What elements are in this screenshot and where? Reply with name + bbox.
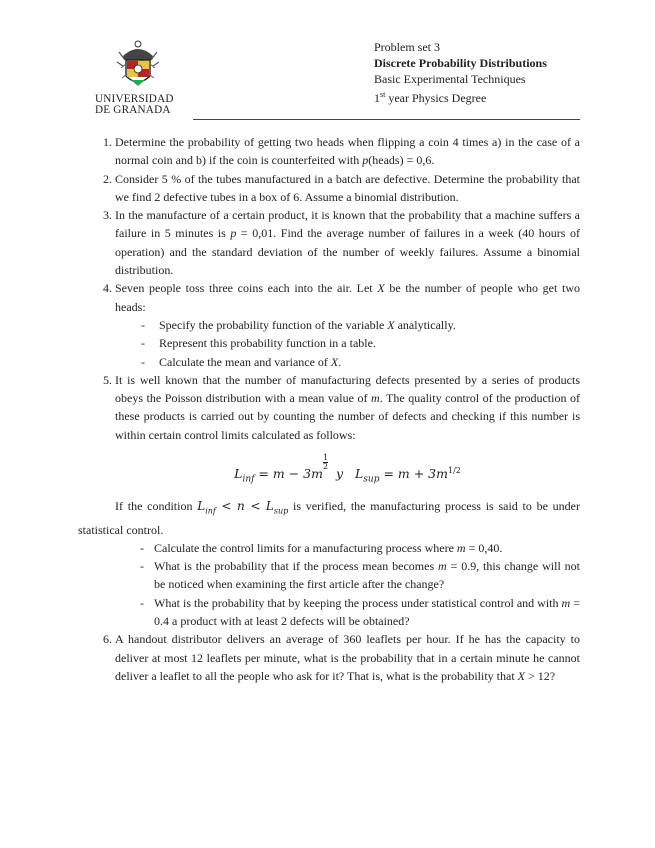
formula-eq2: = m + 3m: [379, 466, 448, 482]
university-logo: [95, 38, 185, 116]
subitem-text-end: .: [338, 354, 342, 369]
problem-1: [115, 133, 580, 170]
problem-1-text: Determine the probability of getting two heads when flipping a coin 4 times a) in the case of a normal coin and b) if the coin is counterfeited with: [115, 135, 580, 168]
degree-name: [374, 87, 547, 106]
problem-1-text-end: (heads) = 0,6.: [368, 153, 435, 168]
subitem-text: What is the probability that by keeping the process under statistical control and with: [154, 595, 562, 610]
course-name: Basic Experimental Techniques: [374, 72, 526, 86]
list-item: [140, 557, 580, 594]
formula-exp2: 1/2: [447, 465, 461, 475]
condition-math: [197, 498, 289, 516]
problem-4-subitems: [115, 316, 580, 371]
problem-3: [115, 206, 580, 279]
subitem-var: m: [438, 559, 447, 574]
condition-text-end: is verified, the manufacturing process is said to be under statistical control.: [78, 498, 580, 537]
problem-5-var: m: [371, 391, 380, 406]
subitem-text: Specify the probability function of the variable: [159, 317, 388, 332]
problem-set-label: Problem set 3: [374, 40, 440, 54]
list-item: [141, 316, 580, 334]
condition-sub-sup: sup: [273, 506, 289, 516]
degree-ordinal: 1: [374, 91, 380, 105]
subitem-text-end: = 0.4 a product with at least 2 defects will be obtained?: [154, 595, 580, 629]
subitem-var: m: [456, 540, 466, 555]
problem-3-text: In the manufacture of a certain product, it is known that the probability that a machine suffers a failure in 5 minutes is: [115, 208, 580, 241]
formula-sub-sup: sup: [363, 474, 380, 485]
problem-list: [78, 133, 580, 685]
topic-title: Discrete Probability Distributions: [374, 56, 547, 70]
subitem-text-end: analytically.: [394, 317, 456, 332]
list-item: [140, 539, 580, 557]
problem-5-text: It is well known that the number of manufacturing defects presented by a series of products obeys the Poisson distribution with a mean value of: [115, 372, 580, 406]
condition-mid: < n < L: [215, 498, 274, 513]
list-item: [140, 594, 580, 631]
problem-6-var: X: [517, 668, 526, 683]
problem-4-text-end: be the number of people who get two heads:: [115, 281, 581, 314]
subitem-var: X: [330, 354, 339, 369]
problem-1-var: p: [362, 153, 369, 168]
problem-4-text: Seven people toss three coins each into the air. Let: [115, 281, 378, 296]
problem-6-text-end: > 12?: [525, 668, 556, 683]
problem-3-text-end: = 0,01. Find the average number of failures in a week (40 hours of operation) and the standard deviation of the number of weekly failures. Assume a binomial distribution.: [115, 226, 580, 278]
formula-exp1-den: 2: [322, 462, 329, 472]
problem-5-text-end: . The quality control of the production of these products is carried out by counting the number of defects and checking if this number is within certain control limits calculated as follows:: [115, 391, 581, 442]
condition-sub-inf: inf: [205, 506, 216, 516]
problem-2: [115, 170, 580, 207]
university-name-line2: DE GRANADA: [95, 104, 171, 116]
problem-4: [115, 279, 580, 370]
problem-3-var: p: [230, 226, 237, 241]
subitem-text-end: = 0,40.: [465, 540, 503, 555]
subitem-var: m: [561, 595, 571, 610]
formula-eq1: = m − 3m: [254, 466, 323, 482]
subitem-text: Calculate the control limits for a manufacturing process where: [154, 540, 457, 555]
coat-of-arms-icon: [115, 38, 161, 92]
formula-exp1-num: 1: [322, 453, 329, 463]
subitem-var: X: [387, 317, 395, 332]
subitem-text: Calculate the mean and variance of: [159, 354, 331, 369]
list-item: [141, 334, 580, 352]
problem-2-text: Consider 5 % of the tubes manufactured in a batch are defective. Determine the probability that we find 2 defective tubes in a box of 6. Assume a binomial distribution.: [115, 171, 580, 204]
header-divider: [193, 119, 580, 120]
subitem-text: Represent this probability function in a table.: [159, 336, 376, 351]
formula-l-sup: L: [354, 466, 364, 482]
formula-l-inf: L: [234, 466, 243, 482]
subitem-text: What is the probability that if the process mean becomes: [154, 559, 438, 574]
formula-sub-inf: inf: [242, 474, 255, 485]
statistical-control-paragraph: [78, 497, 580, 539]
university-name-line1: UNIVERSIDAD: [95, 93, 174, 105]
formula-exp1: [323, 454, 328, 471]
list-item: [141, 353, 580, 371]
condition-l: L: [197, 498, 206, 513]
degree-ordinal-suffix: st: [380, 90, 386, 99]
degree-rest: year Physics Degree: [385, 91, 487, 105]
problem-6-text: A handout distributor delivers an average of 360 leaflets per hour. If he has the capacity to deliver at most 12 leaflets per minute, what is the probability that in a certain minute he cannot deliver a leaflet to all the people who ask for it? That is, what is the probability that: [115, 632, 580, 683]
problem-5-subitems: [78, 539, 580, 630]
university-name: [95, 94, 185, 116]
problem-6: [115, 630, 580, 685]
control-limits-formula: [115, 454, 580, 489]
formula-conj: y: [336, 466, 344, 482]
condition-text: If the condition: [115, 498, 198, 513]
problem-4-var: X: [377, 281, 385, 296]
header-info: [374, 39, 547, 106]
problem-5: [115, 371, 580, 444]
subitem-text-end: = 0.9, this change will not be noticed when examining the first article after the change?: [154, 559, 581, 592]
